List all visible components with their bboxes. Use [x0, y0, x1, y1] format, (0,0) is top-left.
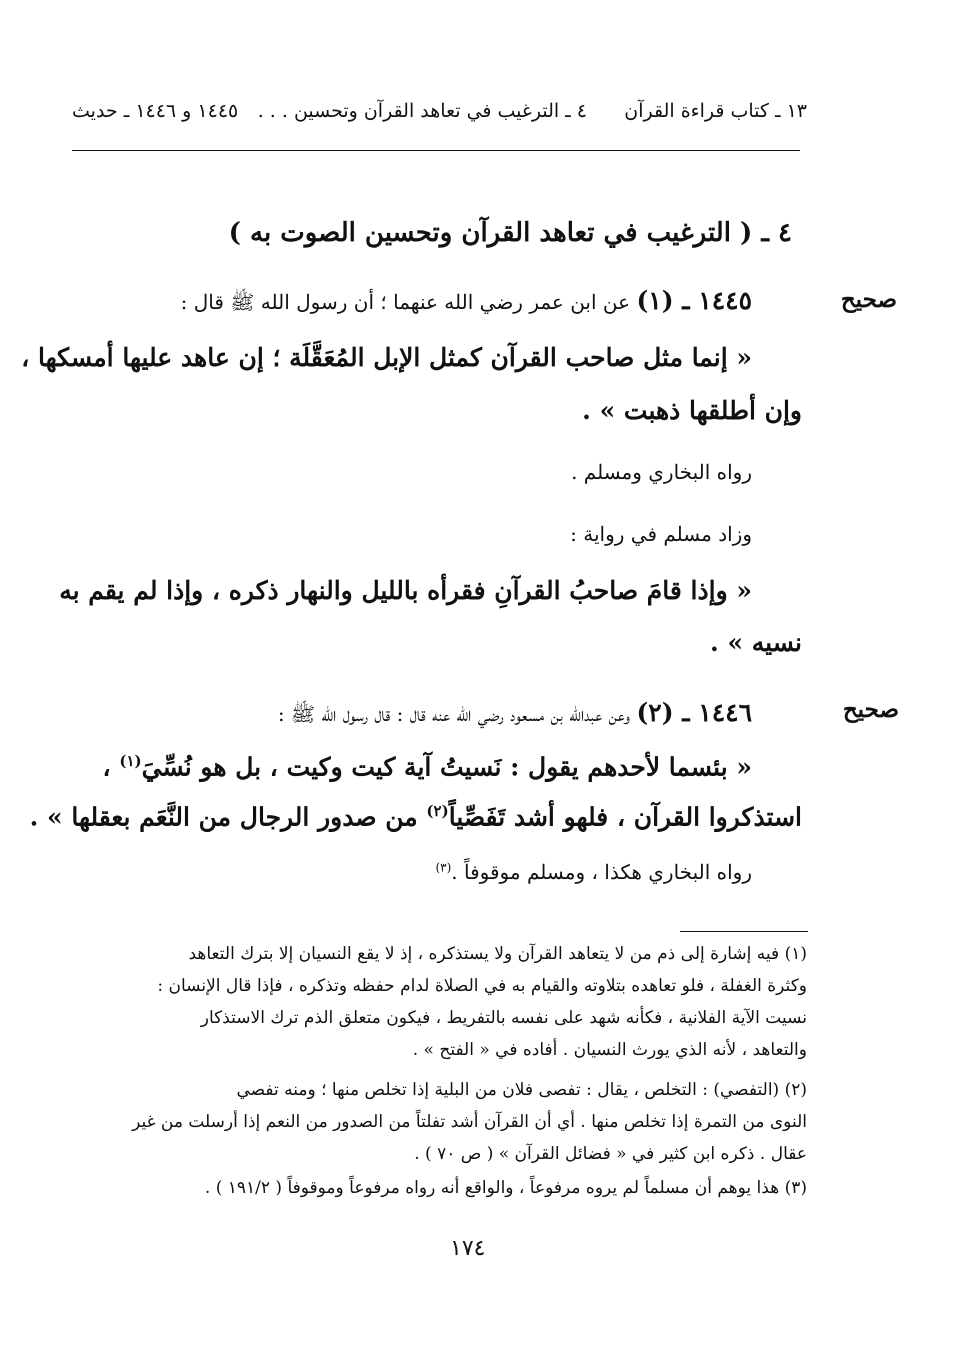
hadith-1445-addition-line-2: نسيه » .: [710, 628, 802, 657]
footnote-ref-2[interactable]: (٢): [426, 802, 449, 820]
hadith-1446-text-line-2-a: استذكروا القرآن ، فلهو أشد تَفَصِّياً: [448, 802, 802, 832]
hadith-grade-1445: صحيح: [840, 286, 897, 313]
footnote-line: (٢) (التفصي) : التخلص ، يقال : تفصى فلان من البلية إذا تخلص منها ؛ ومنه تفصي: [236, 1080, 807, 1100]
hadith-1446-text-line-1-end: ،: [102, 752, 111, 782]
hadith-1446-text-line-1-main: « بئسما لأحدهم يقول : نَسيتُ آية كيت وكيت ، بل هو نُسِّيَ: [141, 752, 752, 782]
hadith-1445-addition-intro: وزاد مسلم في رواية :: [570, 522, 752, 546]
footnote-ref-3[interactable]: (٣): [435, 860, 452, 875]
footnote-line: (٣) هذا يوهم أن مسلماً لم يروه مرفوعاً ، والواقع أنه رواه مرفوعاً وموقوفاً ( ١٩١/٢ ) .: [204, 1178, 807, 1198]
hadith-grade-1446: صحيح: [842, 696, 899, 723]
hadith-1445-narration: عن ابن عمر رضي الله عنهما ؛ أن رسول الله ﷺ قال :: [180, 290, 631, 314]
running-header-book: ١٣ ـ كتاب قراءة القرآن: [624, 100, 807, 122]
hadith-1445-text-line-2: وإن أطلقها ذهبت » .: [582, 396, 802, 425]
hadith-1446-text-line-1: [103, 752, 752, 781]
hadith-1445-source: رواه البخاري ومسلم .: [571, 460, 752, 484]
hadith-1445-narration-line: [181, 286, 752, 319]
hadith-number-1446: ١٤٤٦ ـ (٢): [636, 698, 752, 727]
hadith-1446-text-line-2-b: من صدور الرجال من النَّعَم بعقلها » .: [29, 802, 418, 832]
hadith-1446-source: رواه البخاري هكذا ، ومسلم موقوفاً .: [451, 860, 752, 884]
hadith-1445-text-line-1: « إنما مثل صاحب القرآن كمثل الإبل المُعَقَّلَة ؛ إن عاهد عليها أمسكها ،: [21, 343, 752, 372]
hadith-number-1445: ١٤٤٥ ـ (١): [636, 286, 752, 315]
chapter-title: ٤ ـ ( الترغيب في تعاهد القرآن وتحسين الصوت به ): [228, 218, 792, 248]
running-header-chapter: ٤ ـ الترغيب في تعاهد القرآن وتحسين . . .: [257, 100, 587, 122]
footnote-line: عقال . ذكره ابن كثير في « فضائل القرآن » ( ص ٧٠ ) .: [414, 1144, 807, 1164]
footnote-line: (١) فيه إشارة إلى ذم من لا يتعاهد القرآن ولا يستذكره ، إذ لا يقع النسيان إلا بترك التعاهد: [188, 944, 807, 964]
footnote-line: وكثرة الغفلة ، فلو تعاهده بتلاوته والقيام به في الصلاة لدام حفظه وتذكره ، فإذا قال الإنسان :: [157, 976, 807, 996]
footnote-ref-1[interactable]: (١): [119, 752, 142, 770]
footnote-divider: [680, 931, 808, 932]
footnote-line: والتعاهد ، لأنه الذي يورث النسيان . أفاده في « الفتح » .: [412, 1040, 807, 1060]
hadith-1446-text-line-2: [30, 802, 802, 831]
footnote-line: النوى من التمرة إذا تخلص منها . أي أن القرآن أشد تفلتاً من الصدور من النعم إذا أرسلت من غير: [132, 1112, 807, 1132]
hadith-1446-narration-line: [278, 698, 752, 731]
running-header-range: ١٤٤٥ و ١٤٤٦ ـ حديث: [72, 100, 239, 122]
hadith-1446-narration: وعن عبدالله بن مسعود رضي الله عنه قال : قال رسول الله ﷺ :: [277, 702, 631, 726]
footnote-line: نسيت الآية الفلانية ، فكأنه شهد على نفسه بالتفريط ، فيكون متعلق الذم ترك الاستذكار: [200, 1008, 807, 1028]
header-divider: [72, 150, 800, 151]
hadith-1445-addition-line-1: « وإذا قامَ صاحبُ القرآنِ فقرأه بالليل والنهار ذكره ، وإذا لم يقم به: [59, 576, 752, 605]
page-number: ١٧٤: [450, 1236, 486, 1261]
hadith-1446-source-line: [435, 860, 752, 884]
